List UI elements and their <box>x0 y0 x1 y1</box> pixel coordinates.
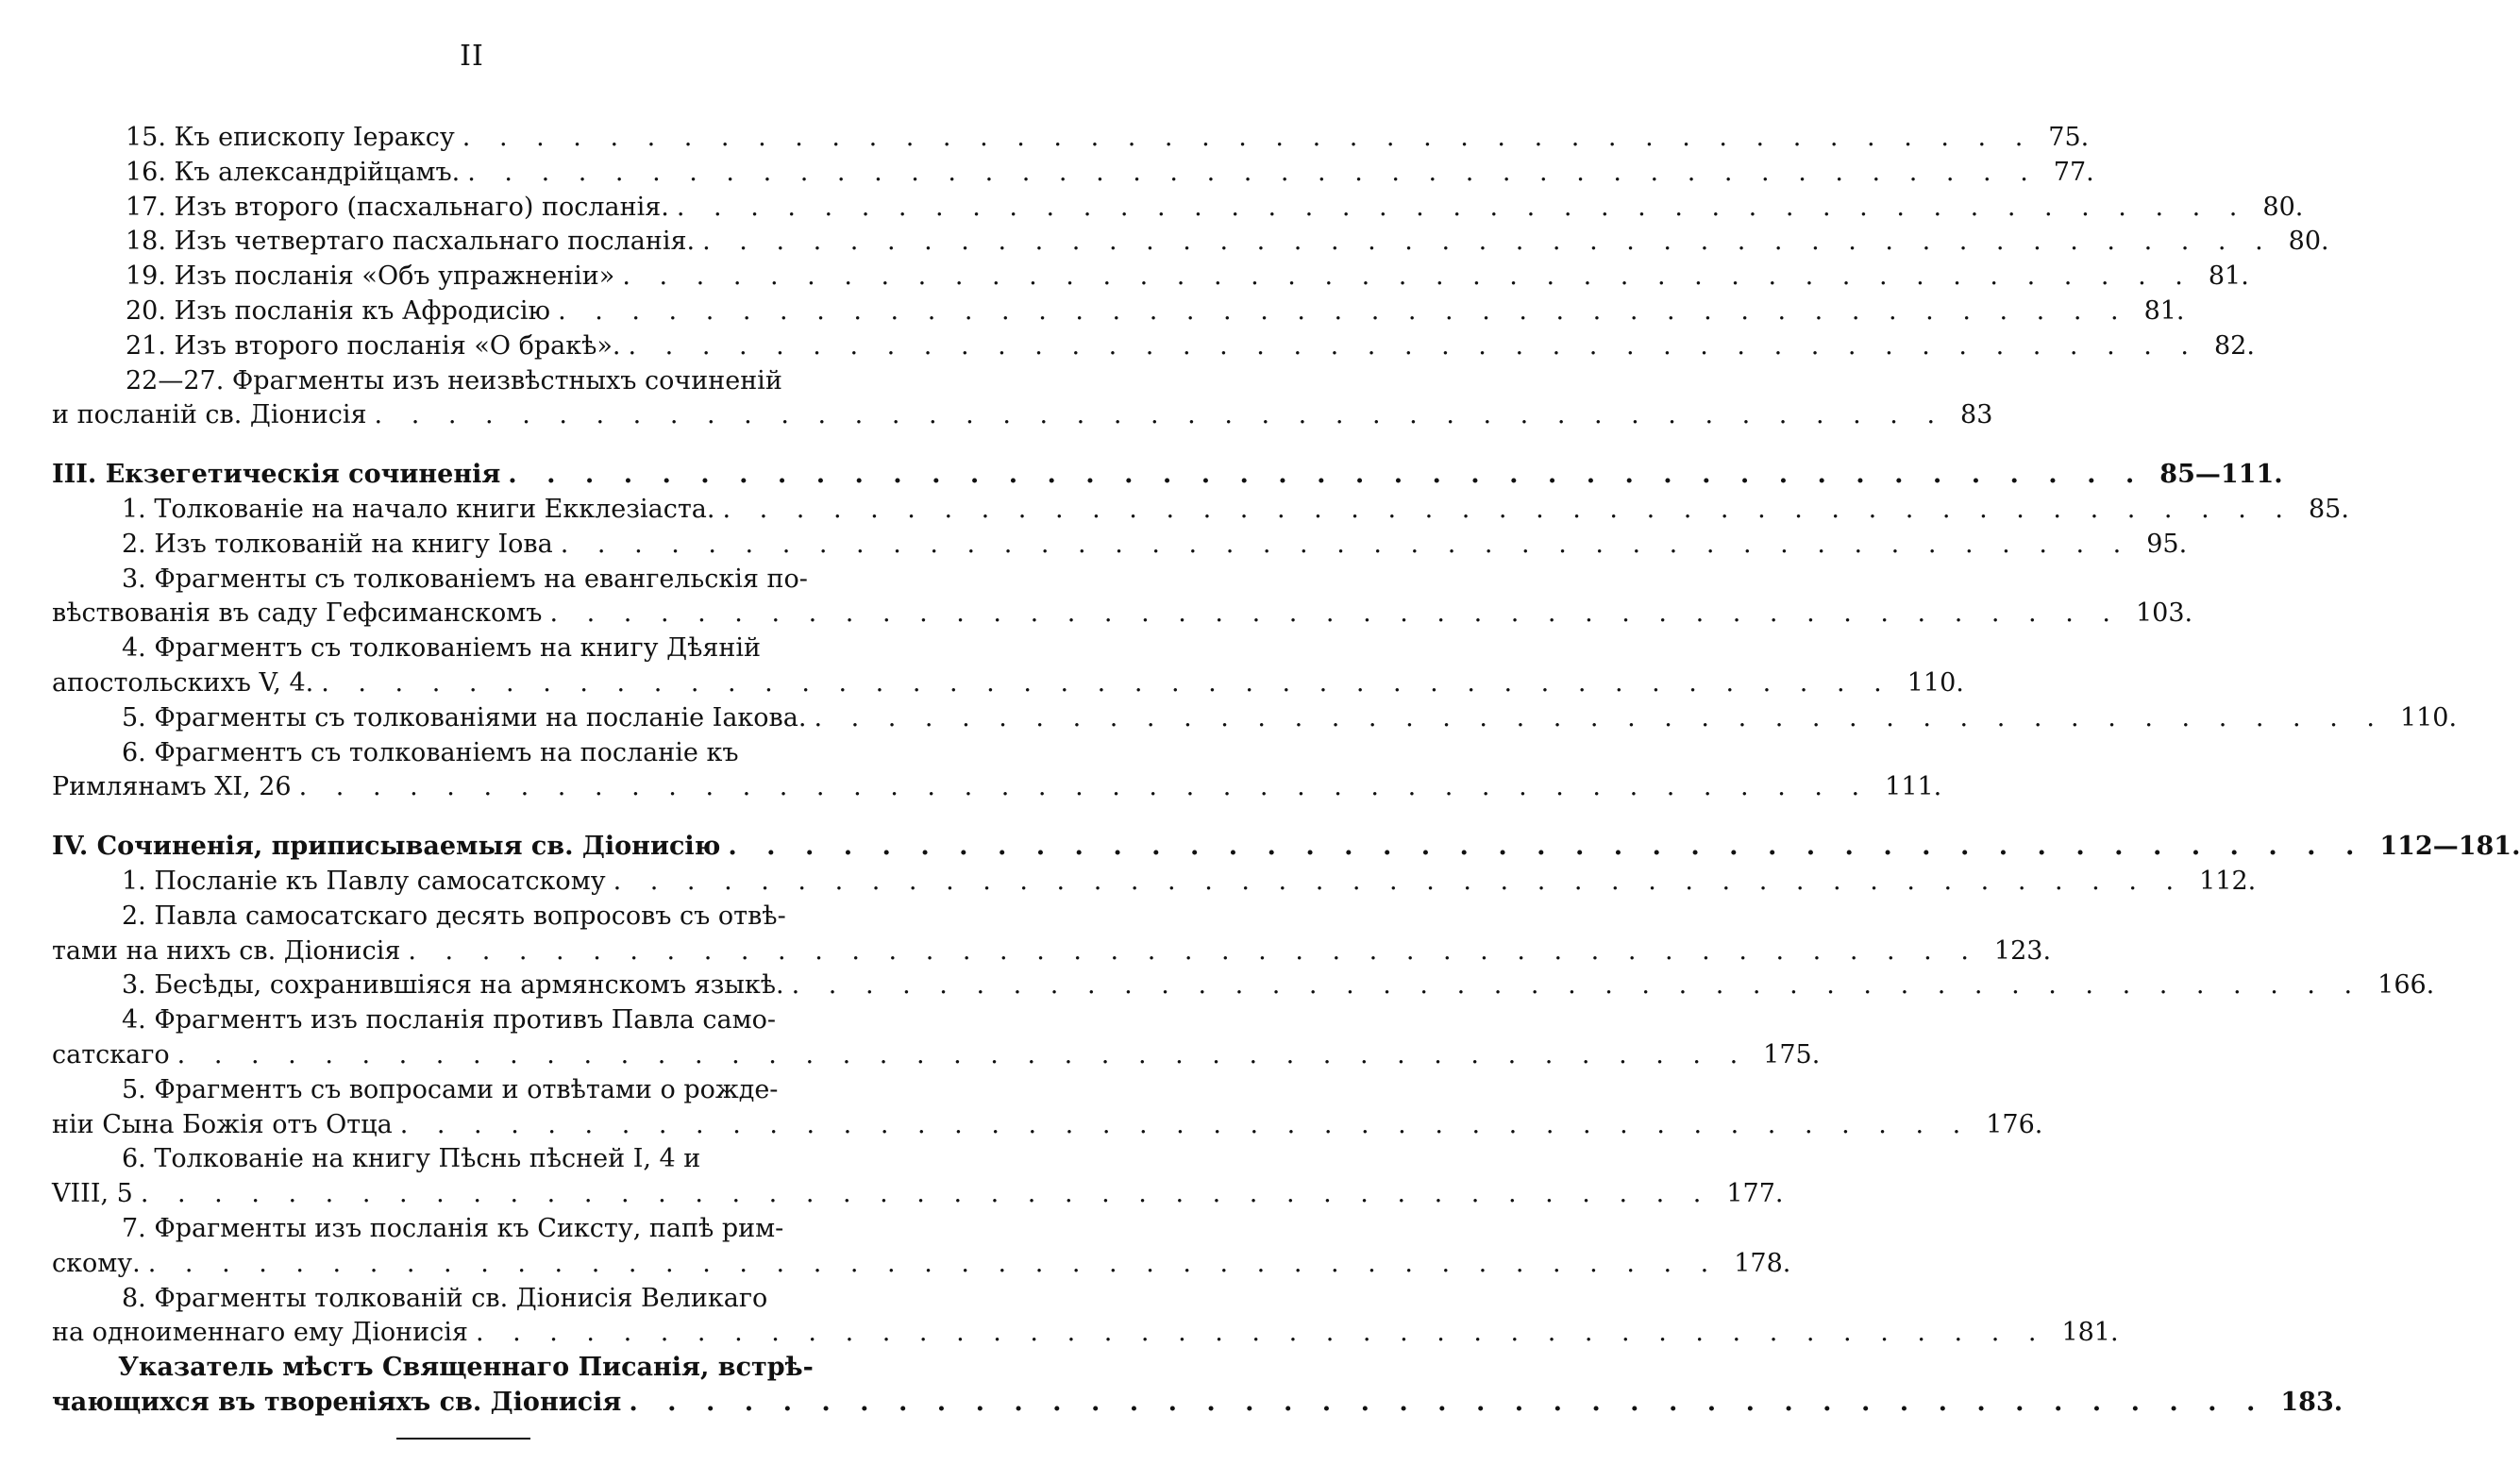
entry-title: на одноименнаго ему Діонисія <box>52 1318 468 1348</box>
toc-entry <box>52 632 882 666</box>
entry-page: 81. <box>2143 295 2185 326</box>
entry-title: VIII, 5 <box>52 1179 133 1209</box>
leader-dots: . . . . . . . . . . . . . . . . . . . . . . . . . . . . . . . . . . . . . . . . . . . <box>613 866 2185 896</box>
section-title: III. Екзегетическія сочиненія <box>52 460 501 490</box>
entry-title: тами на нихъ св. Діонисія <box>52 935 401 966</box>
entry-title: 8. Фрагменты толкованій св. Діонисія Великаго <box>122 1283 768 1313</box>
entry-page: 177. <box>1726 1179 1784 1209</box>
leader-dots: . . . . . . . . . . . . . . . . . . . . . . . . . . . . . . . . . . . . . . . . . . . <box>549 598 2121 629</box>
toc-entry <box>52 528 2188 563</box>
entry-title: 17. Изъ второго (пасхальнаго) посланія. <box>126 192 669 222</box>
leader-dots: . . . . . . . . . . . . . . . . . . . . . . . . . . . . . . . . . . . . . . . . . . . <box>176 1039 1749 1069</box>
entry-page: 166. <box>2377 970 2435 1001</box>
entry-title: 6. Фрагментъ съ толкованіемъ на посланіе къ <box>122 737 739 767</box>
leader-dots: . . . . . . . . . . . . . . . . . . . . . . . . . . . . . . . . . . . . . . . . . . . <box>298 772 1871 802</box>
leader-dots: . . . . . . . . . . . . . . . . . . . . . . . . . . . . . . . . . . . . . . . . . . . <box>791 970 2363 1001</box>
leader-dots: . . . . . . . . . . . . . . . . . . . . . . . . . . . . . . . . . . . . . . . . . . . <box>147 1248 1720 1278</box>
toc-entry-continuation <box>52 935 2052 969</box>
leader-dots: . . . . . . . . . . . . . . . . . . . . . . . . . . . . . . . . . . . . . . . . . . . <box>629 1387 2266 1417</box>
toc-entry <box>52 329 2255 364</box>
leader-dots: . . . . . . . . . . . . . . . . . . . . . . . . . . . . . . . . . . . . . . . . . . . <box>628 330 2199 361</box>
toc-entry <box>52 865 2257 900</box>
entry-title: ніи Сына Божія отъ Отца <box>52 1109 393 1139</box>
entry-page: 123. <box>1993 935 2052 966</box>
entry-page: 95. <box>2146 529 2188 559</box>
entry-title: чающихся въ твореніяхъ св. Діонисія <box>52 1387 622 1417</box>
entry-page: 103. <box>2135 598 2193 629</box>
leader-dots: . . . . . . . . . . . . . . . . . . . . . . . . . . . . . . . . . . . . . . . . . . . <box>728 832 2365 862</box>
toc-entry-continuation <box>52 666 1964 701</box>
section-pages: 85—111. <box>2159 460 2283 490</box>
entry-title: 15. Къ епископу Іераксу <box>126 123 455 152</box>
entry-title: 4. Фрагментъ изъ посланія противъ Павла само- <box>122 1005 777 1036</box>
section-title: IV. Сочиненія, приписываемыя св. Діонисію <box>52 832 721 862</box>
toc-entry-continuation <box>52 1247 1791 1282</box>
leader-dots: . . . . . . . . . . . . . . . . . . . . . . . . . . . . . . . . . . . . . . . . . . . <box>374 400 1946 430</box>
entry-title: скому. <box>52 1248 141 1278</box>
toc-entry <box>52 225 2329 260</box>
toc-entry <box>52 736 882 771</box>
entry-page: 175. <box>1763 1039 1821 1069</box>
toc-entry-continuation <box>52 1177 1784 1212</box>
entry-page: 85. <box>2308 494 2349 524</box>
toc-entry <box>52 156 2094 191</box>
entry-title: 3. Фрагменты съ толкованіемъ на евангельскія по- <box>122 564 808 594</box>
leader-dots: . . . . . . . . . . . . . . . . . . . . . . . . . . . . . . . . . . . . . . . . . . . <box>622 261 2193 292</box>
entry-page: 83 <box>1960 400 1993 430</box>
leader-dots: . . . . . . . . . . . . . . . . . . . . . . . . . . . . . . . . . . . . . . . . . . . <box>676 192 2248 222</box>
toc-entry <box>52 900 882 935</box>
entry-title: 22—27. Фрагменты изъ неизвѣстныхъ сочиненій <box>126 365 782 396</box>
entry-title: 3. Бесѣды, сохранившіяся на армянскомъ языкѣ. <box>122 970 784 1001</box>
entry-page: 181. <box>2061 1318 2119 1348</box>
toc-entry <box>52 563 882 598</box>
toc-entry <box>52 191 2304 226</box>
entry-page: 178. <box>1734 1248 1791 1278</box>
leader-dots: . . . . . . . . . . . . . . . . . . . . . . . . . . . . . . . . . . . . . . . . . . . <box>508 460 2145 490</box>
toc-entry-continuation <box>52 1038 1821 1073</box>
toc-entry <box>52 260 2249 295</box>
section-heading <box>52 458 2283 493</box>
toc-entry <box>52 493 2349 528</box>
entry-title: 2. Павла самосатскаго десять вопросовъ съ отвѣ- <box>122 901 786 931</box>
entry-title: вѣствованія въ саду Гефсиманскомъ <box>52 598 543 629</box>
entry-page: 80. <box>2288 227 2329 257</box>
leader-dots: . . . . . . . . . . . . . . . . . . . . . . . . . . . . . . . . . . . . . . . . . . . <box>462 123 2034 152</box>
entry-title: 1. Посланіе къ Павлу самосатскому <box>122 866 606 896</box>
entry-title: и посланій св. Діонисія <box>52 400 367 430</box>
section-pages: 112—181. <box>2379 832 2520 862</box>
leader-dots: . . . . . . . . . . . . . . . . . . . . . . . . . . . . . . . . . . . . . . . . . . . <box>475 1318 2047 1348</box>
leader-dots: . . . . . . . . . . . . . . . . . . . . . . . . . . . . . . . . . . . . . . . . . . . <box>467 157 2039 187</box>
toc-entry-continuation <box>52 398 1993 433</box>
entry-title: 21. Изъ второго посланія «О бракѣ». <box>126 330 621 361</box>
entry-page: 111. <box>1885 772 1942 802</box>
toc-entry-continuation <box>52 770 1942 805</box>
entry-title: 5. Фрагментъ съ вопросами и отвѣтами о рожде- <box>122 1074 779 1104</box>
entry-page: 80. <box>2262 192 2304 222</box>
entry-page: 176. <box>1986 1109 2043 1139</box>
leader-dots: . . . . . . . . . . . . . . . . . . . . . . . . . . . . . . . . . . . . . . . . . . . <box>722 494 2293 524</box>
entry-title: Указатель мѣстъ Священнаго Писанія, встрѣ- <box>118 1353 814 1383</box>
toc-entry-index <box>52 1351 882 1386</box>
entry-page: 81. <box>2208 261 2249 292</box>
leader-dots: . . . . . . . . . . . . . . . . . . . . . . . . . . . . . . . . . . . . . . . . . . . <box>702 227 2274 257</box>
entry-title: 6. Толкованіе на книгу Пѣснь пѣсней I, 4 и <box>122 1144 701 1174</box>
entry-title: апостольскихъ V, 4. <box>52 667 314 698</box>
toc-entry-continuation <box>52 597 2193 632</box>
toc-entry <box>52 121 2090 156</box>
end-rule <box>396 1438 530 1440</box>
leader-dots: . . . . . . . . . . . . . . . . . . . . . . . . . . . . . . . . . . . . . . . . . . . <box>558 295 2129 326</box>
toc-entry <box>52 1073 882 1108</box>
toc-entry <box>52 364 882 399</box>
entry-title: 19. Изъ посланія «Объ упражненіи» <box>126 261 615 292</box>
leader-dots: . . . . . . . . . . . . . . . . . . . . . . . . . . . . . . . . . . . . . . . . . . . <box>814 702 2385 733</box>
page-number: II <box>460 40 484 73</box>
leader-dots: . . . . . . . . . . . . . . . . . . . . . . . . . . . . . . . . . . . . . . . . . . . <box>140 1179 1712 1209</box>
entry-title: 5. Фрагменты съ толкованіями на посланіе Іакова. <box>122 702 807 733</box>
entry-title: 1. Толкованіе на начало книги Екклезіаста. <box>122 494 715 524</box>
entry-page: 75. <box>2048 123 2090 152</box>
entry-page: 82. <box>2214 330 2255 361</box>
entry-title: 16. Къ александрійцамъ. <box>126 157 461 187</box>
toc-entry-continuation <box>52 1316 2119 1351</box>
entry-page: 183. <box>2280 1387 2344 1417</box>
leader-dots: . . . . . . . . . . . . . . . . . . . . . . . . . . . . . . . . . . . . . . . . . . . <box>321 667 1892 698</box>
toc-entry-continuation <box>52 1386 2344 1421</box>
entry-title: 2. Изъ толкованій на книгу Іова <box>122 529 553 559</box>
table-of-contents <box>52 121 2520 1421</box>
entry-title: 4. Фрагментъ съ толкованіемъ на книгу Дѣяній <box>122 633 762 664</box>
entry-title: Римлянамъ XI, 26 <box>52 772 292 802</box>
entry-page: 112. <box>2199 866 2257 896</box>
section-heading <box>52 830 2520 865</box>
entry-title: 20. Изъ посланія къ Афродисію <box>126 295 551 326</box>
entry-title: сатскаго <box>52 1039 170 1069</box>
entry-page: 110. <box>2399 702 2458 733</box>
toc-entry <box>52 701 2458 736</box>
toc-entry <box>52 1003 882 1038</box>
leader-dots: . . . . . . . . . . . . . . . . . . . . . . . . . . . . . . . . . . . . . . . . . . . <box>408 935 1979 966</box>
toc-entry <box>52 1142 882 1177</box>
toc-entry <box>52 968 2435 1003</box>
entry-title: 18. Изъ четвертаго пасхальнаго посланія. <box>126 227 696 257</box>
toc-entry <box>52 1212 882 1247</box>
entry-page: 110. <box>1907 667 1964 698</box>
entry-page: 77. <box>2053 157 2094 187</box>
toc-entry <box>52 1282 882 1317</box>
toc-entry-continuation <box>52 1108 2043 1143</box>
leader-dots: . . . . . . . . . . . . . . . . . . . . . . . . . . . . . . . . . . . . . . . . . . . <box>560 529 2132 559</box>
leader-dots: . . . . . . . . . . . . . . . . . . . . . . . . . . . . . . . . . . . . . . . . . . . <box>399 1109 1972 1139</box>
entry-title: 7. Фрагменты изъ посланія къ Сиксту, папѣ рим- <box>122 1213 784 1243</box>
toc-entry <box>52 295 2185 329</box>
